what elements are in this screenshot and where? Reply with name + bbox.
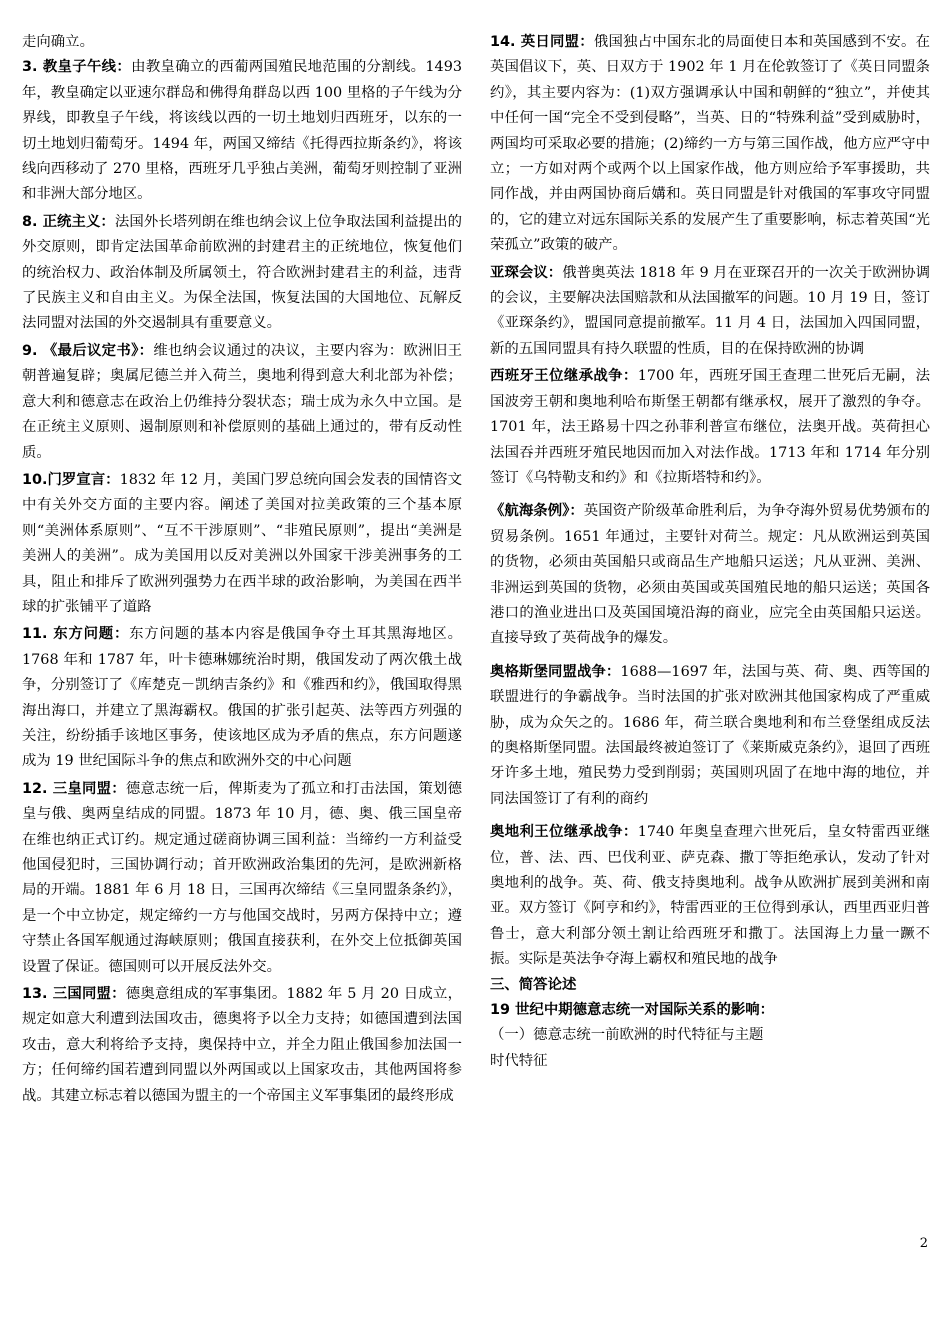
entry-triple-alliance (22, 982, 462, 1109)
subheading: 19 世纪中期德意志统一对国际关系的影响： (490, 1002, 775, 1019)
entry-papal-meridian (22, 55, 462, 207)
entry-term: 《航海条例》： (490, 503, 584, 520)
entry-text: 1740 年奥皇查理六世死后，皇女特雷西亚继位，普、法、西、巴伐利亚、萨克森、撒丁等拒绝承认，发动了针对奥地利的战争。英、荷、俄支持奥地利。战争从欧洲扩展到美洲和南亚。双方签订《阿亨和约》，特雷西亚的王位得到承认，西里西亚归普鲁士，意大利部分领土割让给西班牙和撒丁。法国海上力量一蹶不振。实际是英法争夺海上霸权和殖民地的战争 (490, 824, 930, 968)
entry-austrian-succession-war (490, 820, 930, 972)
entry-term: 西班牙王位继承战争： (490, 368, 638, 385)
entry-text: 维也纳会议通过的决议，主要内容为：欧洲旧王朝普遍复辟；奥属尼德兰并入荷兰，奥地利得到意大利北部为补偿；意大利和德意志在政治上仍维持分裂状态；瑞士成为永久中立国。是在正统主义原则、遏制原则和补偿原则的基础上通过的，带有反动性质。 (22, 342, 462, 461)
section-heading: 三、简答论述 (490, 976, 577, 993)
entry-text: 俄普奥英法 1818 年 9 月在亚琛召开的一次关于欧洲协调的会议，主要解决法国赔款和从法国撤军的问题。10 月 19 日，签订《亚琛条约》，盟国同意提前撤军。11 月 4 日，法国加入四国同盟，新的五国同盟具有持久联盟的性质，目的在保持欧洲的协调 (490, 264, 930, 357)
entry-eastern-question (22, 622, 462, 774)
page-number: 2 (919, 1236, 928, 1251)
entry-text: 由教皇确立的西葡两国殖民地范围的分割线。1493 年，教皇确定以亚速尔群岛和佛得角群岛以西 100 里格的子午线为分界线，即教皇子午线，将该线以西的一切土地划归西班牙，以东的一切土地划归葡萄牙。1494 年，两国又缔结《托得西拉斯条约》，将该线向西移动了 270 里格，西班牙几乎独占美洲，葡萄牙则控制了亚洲和非洲大部分地区。 (22, 59, 463, 203)
entry-text: 俄国独占中国东北的局面使日本和英国感到不安。在英国倡议下，英、日双方于 1902 年 1 月在伦敦签订了《英日同盟条约》，其主要内容为：(1)双方强调承认中国和朝鲜的“独立”，并使其中任何一国“完全不受到侵略”，当英、日的“特殊利益”受到威胁时，两国均可采取必要的措施；(2)缔约一方与第三国作战，他方应严守中立；一方如对两个或两个以上国家作战，他方则应给予军事援助，共同作战，并由两国协商后媾和。英日同盟是针对俄国的军事攻守同盟的，它的建立对远东国际关系的发展产生了重要影响，标志着英国“光荣孤立”政策的破产。 (490, 34, 930, 254)
entry-term: 12. 三皇同盟： (22, 780, 126, 797)
entry-term: 11. 东方问题： (22, 626, 130, 643)
entry-text: 英国资产阶级革命胜利后，为争夺海外贸易优势颁布的贸易条例。1651 年通过，主要针对荷兰。规定：凡从欧洲运到英国的货物，必须由英国船只或商品生产地船只运送；凡从亚洲、美洲、非洲运到英国的货物，必须由英国或英国殖民地的船只运送；英国各港口的渔业进出口及英国国境沿海的商业，应完全由英国船只运送。直接导致了英荷战争的爆发。 (490, 503, 930, 647)
entry-navigation-acts (490, 499, 930, 651)
entry-term: 13. 三国同盟： (22, 986, 126, 1003)
entry-anglo-japanese-alliance (490, 30, 930, 259)
entry-text: 1688—1697 年，法国与英、荷、奥、西等国的联盟进行的争霸战争。当时法国的扩张对欧洲其他国家构成了严重威胁，成为众矢之的。1686 年，荷兰联合奥地利和布兰登堡组成反法的奥格斯堡同盟。法国最终被迫签订了《莱斯威克条约》，退回了西班牙许多土地，殖民势力受到削弱；英国则巩固了在地中海的地位，并同法国签订了有利的商约 (490, 663, 930, 807)
entry-legitimism (22, 210, 462, 337)
entry-text: 法国外长塔列朗在维也纳会议上位争取法国利益提出的外交原则，即肯定法国革命前欧洲的封建君主的正统地位，恢复他们的统治权力、政治体制及所属领土，符合欧洲封建君主的利益，违背了民族主义和自由主义。为保全法国，恢复法国的大国地位、瓦解反法同盟对法国的外交遏制具有重要意义。 (22, 213, 462, 332)
entry-text: 德奥意组成的军事集团。1882 年 5 月 20 日成立，规定如意大利遭到法国攻击，德奥将予以全力支持；如德国遭到法国攻击，意大利将给予支持，奥保持中立，并全力阻止俄国参加法国一方；任何缔约国若遭到同盟以外两国或以上国家攻击，其他两国将参战。其建立标志着以德国为盟主的一个帝国主义军事集团的最终形成 (22, 986, 462, 1104)
entry-final-act (22, 339, 462, 466)
entry-text: 东方问题的基本内容是俄国争夺土耳其黑海地区。1768 年和 1787 年，叶卡德琳娜统治时期，俄国发动了两次俄土战争，分别签订了《库楚克－凯纳吉条约》和《雅西和约》，俄国取得黑海出海口，并建立了黑海霸权。俄国的扩张引起英、法等西方列强的关注，纷纷插手该地区事务，使该地区成为矛盾的焦点，东方问题遂成为 19 世纪国际斗争的焦点和欧洲外交的中心问题 (22, 626, 462, 770)
left-column (22, 30, 462, 1109)
entry-text: 1832 年 12 月，美国门罗总统向国会发表的国情咨文中有关外交方面的主要内容。阐述了美国对拉美政策的三个基本原则“美洲体系原则”、“互不干涉原则”、“非殖民原则”，提出“美洲是美洲人的美洲”。成为美国用以反对美洲以外国家干涉美洲事务的工具，阻止和排斥了欧洲列强势力在西半球的政治影响，为美国在西半球的扩张铺平了道路 (22, 471, 462, 615)
sub-item: （一）德意志统一前欧洲的时代特征与主题 (490, 1027, 764, 1044)
entry-augsburg-league-war (490, 660, 930, 812)
entry-term: 8. 正统主义： (22, 213, 115, 230)
entry-term: 奥格斯堡同盟战争： (490, 663, 621, 680)
entry-text: 德意志统一后，俾斯麦为了孤立和打击法国，策划德皇与俄、奥两皇结成的同盟。1873 年 10 月，德、奥、俄三国皇帝在维也纳正式订约。规定通过磋商协调三国利益：当缔约一方利益受他国侵犯时，三国协调行动；首开欧洲政治集团的先河，是欧洲新格局的开端。1881 年 6 月 18 日，三国再次缔结《三皇同盟条条约》，是一个中立协定，规定缔约一方与他国交战时，另两方保持中立；遵守禁止各国军舰通过海峡原则；俄国直接获利，在外交上位抵御英国设置了保证。德国则可以开展反法外交。 (22, 780, 462, 975)
sub-item: 时代特征 (490, 1052, 548, 1069)
entry-text: 1700 年，西班牙国王查理二世死后无嗣，法国波旁王朝和奥地利哈布斯堡王朝都有继承权，展开了激烈的争夺。1701 年，法王路易十四之孙菲利普宣布继位，法奥开战。英荷担心法国吞并西班牙殖民地因而加入对法作战。1713 年和 1714 年分别签订《乌特勒支和约》和《拉斯塔特和约》。 (490, 368, 930, 486)
entry-term: 3. 教皇子午线： (22, 59, 132, 76)
entry-term: 亚琛会议： (490, 264, 563, 281)
entry-spanish-succession-war (490, 364, 930, 491)
entry-term: 9. 《最后议定书》： (22, 342, 154, 359)
entry-term: 14. 英日同盟： (490, 34, 594, 50)
right-column (490, 30, 930, 1074)
entry-aachen-congress (490, 261, 930, 363)
entry-term: 奥地利王位继承战争： (490, 824, 638, 841)
entry-text: 走向确立。 (22, 34, 94, 50)
entry-monroe-doctrine (22, 468, 462, 620)
entry-term: 10.门罗宣言： (22, 471, 120, 488)
entry-intro (22, 30, 462, 55)
entry-three-emperors-league (22, 777, 462, 980)
